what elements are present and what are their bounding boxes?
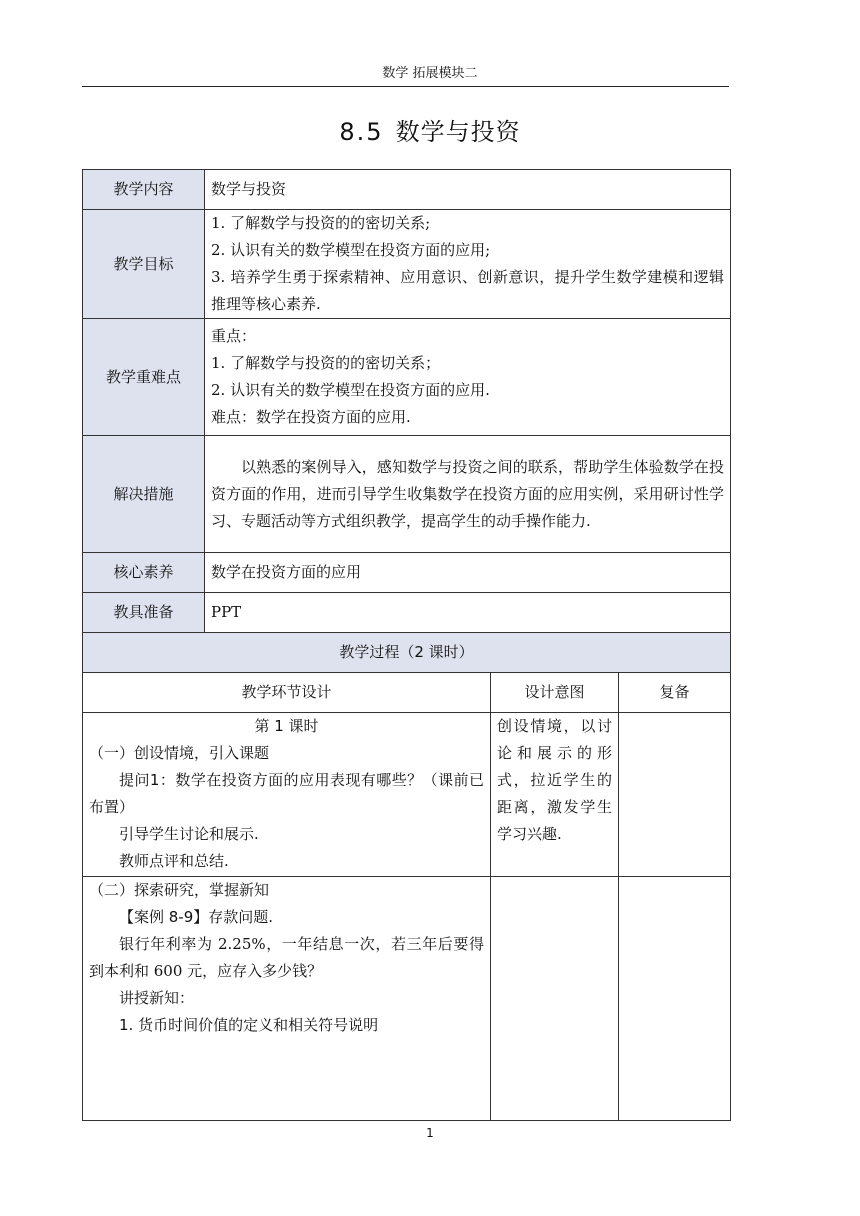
header-divider	[82, 86, 729, 87]
process-heading: 教学过程（2 课时）	[83, 633, 731, 673]
lesson1-intent: 创设情境，以讨论和展示的形式，拉近学生的距离，激发学生学习兴趣.	[491, 713, 619, 877]
lesson-heading: 第 1 课时	[254, 717, 319, 735]
measures-text: 以熟悉的案例导入，感知数学与投资之间的联系，帮助学生体验数学在投资方面的作用，进而引导学生收集数学在投资方面的应用实例，采用研讨性学习、专题活动等方式组织教学，提高学生的动手操作能力.	[211, 457, 725, 530]
label-tools: 教具准备	[83, 593, 205, 633]
goal-line: 1. 了解数学与投资的的密切关系;	[211, 214, 431, 232]
row-lesson-1	[83, 713, 731, 877]
running-header: 数学 拓展模块二	[382, 66, 478, 81]
section-heading: （二）探索研究，掌握新知	[89, 881, 270, 899]
label-content: 教学内容	[83, 170, 205, 210]
label-literacy: 核心素养	[83, 553, 205, 593]
lesson1-design	[83, 713, 491, 877]
key-point-line: 难点：数学在投资方面的应用.	[211, 408, 411, 426]
row-process-heading	[83, 633, 731, 673]
column-header-design: 教学环节设计	[83, 673, 491, 713]
case-label: 【案例 8-9】存款问题.	[119, 908, 274, 926]
goal-line: 3. 培养学生勇于探索精神、应用意识、创新意识，提升学生数学建模和逻辑推理等核心素养.	[211, 268, 725, 313]
case-text: 银行年利率为 2.25%，一年结息一次，若三年后要得到本利和 600 元，应存入多少钱？	[89, 935, 484, 980]
page-title	[0, 112, 860, 147]
value-literacy: 数学在投资方面的应用	[205, 553, 731, 593]
section-number: 8.5	[339, 118, 384, 146]
row-content	[83, 170, 731, 210]
lesson1-review	[619, 713, 731, 877]
question-text: 提问1：数学在投资方面的应用表现有哪些？（课前已布置）	[89, 771, 484, 816]
column-header-intent: 设计意图	[491, 673, 619, 713]
explore-review	[619, 877, 731, 1121]
value-content: 数学与投资	[205, 170, 731, 210]
title-text: 数学与投资	[395, 118, 521, 146]
value-goals	[205, 210, 731, 319]
column-header-review: 复备	[619, 673, 731, 713]
key-point-line: 1. 了解数学与投资的的密切关系；	[211, 354, 441, 372]
key-point-line: 重点：	[211, 327, 257, 345]
row-measures	[83, 436, 731, 553]
row-column-headers	[83, 673, 731, 713]
label-measures: 解决措施	[83, 436, 205, 553]
row-explore	[83, 877, 731, 1121]
explore-design	[83, 877, 491, 1121]
lesson-plan-table	[82, 169, 731, 1121]
value-measures	[205, 436, 731, 553]
step-text: 教师点评和总结.	[119, 852, 229, 870]
value-tools: PPT	[205, 593, 731, 633]
key-point-line: 2. 认识有关的数学模型在投资方面的应用.	[211, 381, 490, 399]
label-key-points: 教学重难点	[83, 319, 205, 436]
goal-line: 2. 认识有关的数学模型在投资方面的应用;	[211, 241, 491, 259]
page-number: 1	[426, 1126, 434, 1140]
row-literacy	[83, 553, 731, 593]
row-key-points	[83, 319, 731, 436]
value-key-points	[205, 319, 731, 436]
teach-label: 讲授新知：	[119, 989, 195, 1007]
section-heading: （一）创设情境，引入课题	[89, 744, 270, 762]
point-text: 1. 货币时间价值的定义和相关符号说明	[119, 1016, 379, 1034]
explore-intent	[491, 877, 619, 1121]
label-goals: 教学目标	[83, 210, 205, 319]
row-goals	[83, 210, 731, 319]
step-text: 引导学生讨论和展示.	[119, 825, 259, 843]
row-tools	[83, 593, 731, 633]
